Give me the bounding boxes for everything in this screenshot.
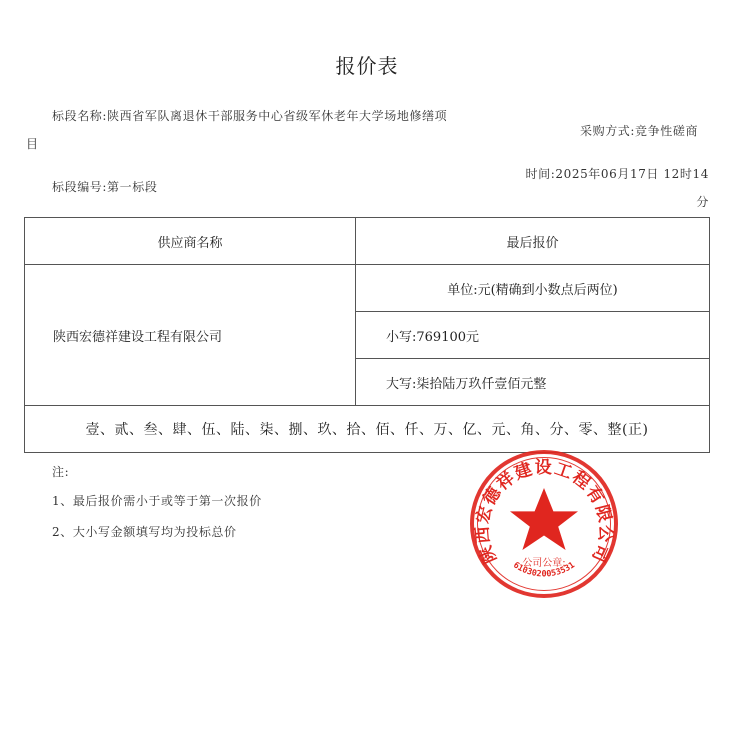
supplier-name: 陕西宏德祥建设工程有限公司 (25, 265, 356, 406)
document-title: 报价表 (335, 54, 399, 78)
quote-table (24, 217, 710, 453)
purchase-method: 采购方式:竞争性磋商 (580, 124, 699, 138)
seal-label: 公司公章: (522, 558, 566, 569)
project-name: 标段名称:陕西省军队离退休干部服务中心省级军休老年大学场地修缮项 (52, 109, 448, 123)
quote-time (469, 160, 709, 216)
header-final-price: 最后报价 (356, 218, 710, 265)
table-header-row (25, 218, 710, 265)
seal-company-text: 陕西宏德祥建设工程有限公司 (472, 458, 616, 567)
price-unit: 单位:元(精确到小数点后两位) (356, 265, 710, 312)
seal-star-icon (510, 488, 578, 550)
project-name-continuation: 目 (26, 137, 39, 151)
section-number: 标段编号:第一标段 (52, 180, 158, 194)
note-item: 1、最后报价需小于或等于第一次报价 (52, 494, 262, 508)
quote-time-line2: 分 (696, 195, 709, 209)
table-row (25, 265, 710, 312)
header-supplier: 供应商名称 (25, 218, 356, 265)
price-uppercase: 大写:柒拾陆万玖仟壹佰元整 (356, 359, 710, 406)
chinese-digit-reference: 壹、贰、叁、肆、伍、陆、柒、捌、玖、拾、佰、仟、万、亿、元、角、分、零、整(正) (25, 406, 710, 453)
table-row (25, 406, 710, 453)
company-seal-stamp (468, 448, 620, 600)
price-lowercase: 小写:769100元 (356, 312, 710, 359)
notes-title: 注: (52, 465, 70, 479)
quote-time-line1: 时间:2025年06月17日 12时14 (525, 167, 709, 181)
seal-number: 6103020053531 (511, 560, 577, 580)
note-item: 2、大小写金额填写均为投标总价 (52, 525, 237, 539)
